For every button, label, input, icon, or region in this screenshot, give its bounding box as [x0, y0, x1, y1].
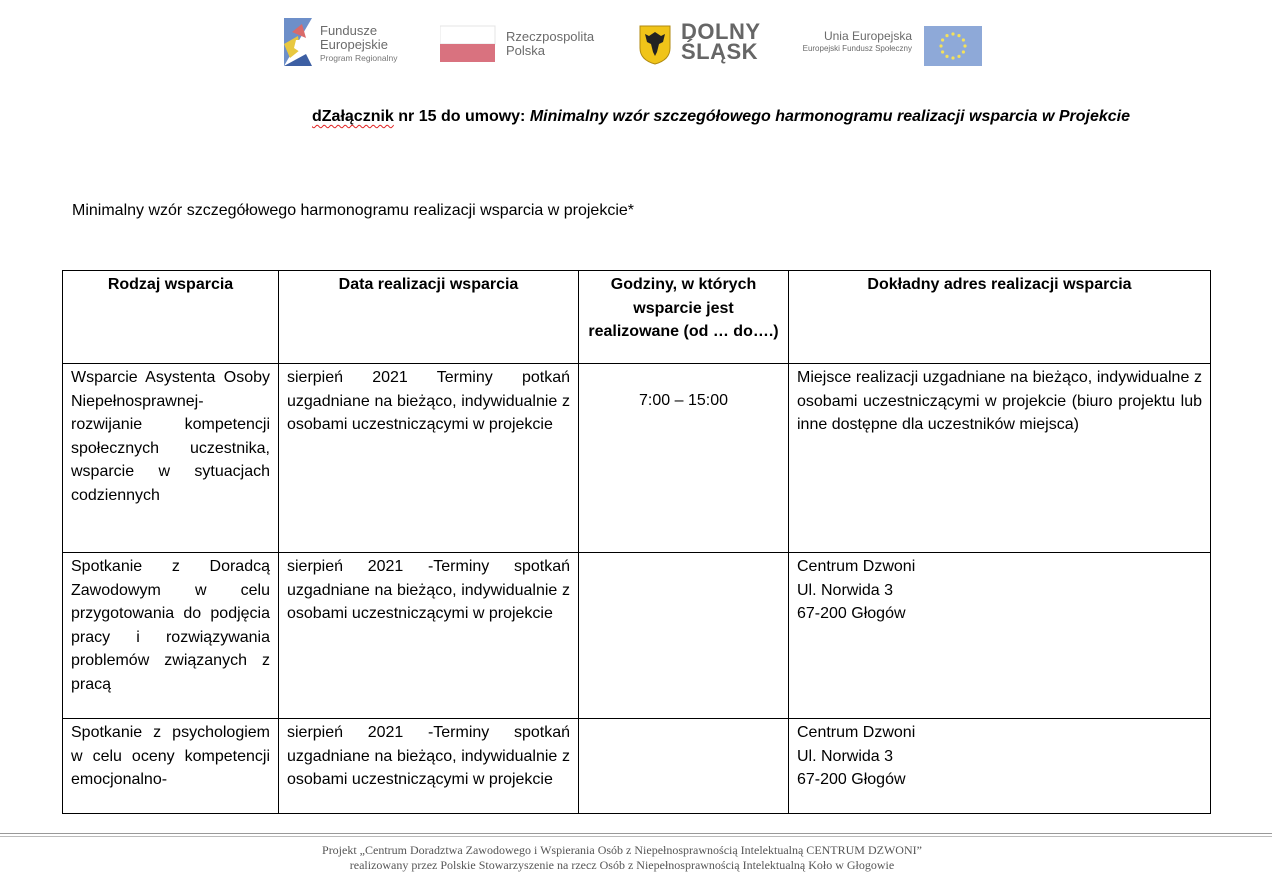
fundusze-europejskie-logo	[282, 14, 412, 70]
polish-flag-icon	[440, 14, 496, 70]
page-footer	[0, 843, 1244, 873]
cell-support-date: sierpień 2021 -Terminy spotkań uzgadniane na bieżąco, indywidualnie z osobami uczestniczącymi w projekcie	[279, 553, 579, 719]
cell-support-date: sierpień 2021 Terminy potkań uzgadniane na bieżąco, indywidualnie z osobami uczestniczącymi w projekcie	[279, 364, 579, 553]
footer-divider	[0, 833, 1272, 834]
cell-support-type-text: Spotkanie z psychologiem w celu oceny kompetencji emocjonalno-	[71, 724, 270, 788]
ue-line2: Europejski Fundusz Społeczny	[802, 43, 912, 53]
header-support-type: Rodzaj wsparcia	[63, 271, 279, 364]
header-support-date: Data realizacji wsparcia	[279, 271, 579, 364]
logo-bar	[282, 14, 992, 70]
cell-support-address: Miejsce realizacji uzgadniane na bieżąco, indywidualne z osobami uczestniczącymi w projekcie (biuro projektu lub inne dostępne dla uczestników miejsca)	[789, 364, 1211, 553]
cell-support-type	[63, 719, 279, 814]
table-row	[63, 364, 1211, 553]
table-header-row	[63, 271, 1211, 364]
header-support-hours: Godziny, w których wsparcie jest realizowane (od … do….)	[579, 271, 789, 364]
cell-support-date	[279, 719, 579, 814]
ds-line2: ŚLĄSK	[681, 38, 759, 64]
cell-support-address: Centrum Dzwoni Ul. Norwida 3 67-200 Głogów	[789, 553, 1211, 719]
schedule-table	[62, 270, 1211, 814]
cell-support-date-text: sierpień 2021 -Terminy spotkań uzgadniane na bieżąco, indywidualnie z osobami uczestniczącymi w projekcie	[287, 724, 570, 788]
header-support-address: Dokładny adres realizacji wsparcia	[789, 271, 1211, 364]
ue-line1: Unia Europejska	[823, 29, 912, 43]
table-row	[63, 719, 1211, 814]
rp-line2: Polska	[506, 42, 546, 58]
rp-line1: Rzeczpospolita	[506, 29, 595, 44]
unia-europejska-logo	[792, 14, 992, 70]
eagle-shield-icon	[637, 14, 673, 70]
cell-support-type: Wsparcie Asystenta Osoby Niepełnosprawnej- rozwijanie kompetencji społecznych uczestnika, wsparcie w sytuacjach codziennych	[63, 364, 279, 553]
cell-support-hours	[579, 553, 789, 719]
document-subtitle: Minimalny wzór szczegółowego harmonogramu realizacji wsparcia w projekcie*	[72, 202, 634, 219]
fe-line2: Europejskie	[320, 36, 388, 52]
ds-line1: DOLNY	[681, 19, 761, 44]
fe-star-icon	[282, 14, 318, 70]
fe-line3: Program Regionalny	[320, 53, 398, 64]
dolny-slask-logo	[637, 14, 767, 70]
eu-flag-icon	[924, 26, 982, 66]
document-heading	[312, 108, 1130, 126]
heading-prefix: dZałącznik	[312, 108, 394, 125]
heading-rest: nr 15 do umowy:	[393, 108, 530, 125]
heading-italic-title: Minimalny wzór szczegółowego harmonogramu realizacji wsparcia w Projekcie	[529, 108, 1131, 125]
cell-support-hours: 7:00 – 15:00	[579, 364, 789, 553]
footer-line1: Projekt „Centrum Doradztwa Zawodowego i Wspierania Osób z Niepełnosprawnością Intelektualną CENTRUM DZWONI”	[322, 843, 922, 857]
cell-support-hours	[579, 719, 789, 814]
cell-support-address: Centrum Dzwoni Ul. Norwida 3 67-200 Głogów	[789, 719, 1211, 814]
cell-support-type: Spotkanie z Doradcą Zawodowym w celu przygotowania do podjęcia pracy i rozwiązywania problemów związanych z pracą	[63, 553, 279, 719]
rzeczpospolita-polska-logo	[440, 14, 610, 70]
table-row	[63, 553, 1211, 719]
fe-line1: Fundusze	[320, 23, 378, 38]
footer-divider-secondary	[0, 836, 1272, 837]
footer-line2: realizowany przez Polskie Stowarzyszenie na rzecz Osób z Niepełnosprawnością Intelektualną Koło w Głogowie	[349, 858, 895, 872]
